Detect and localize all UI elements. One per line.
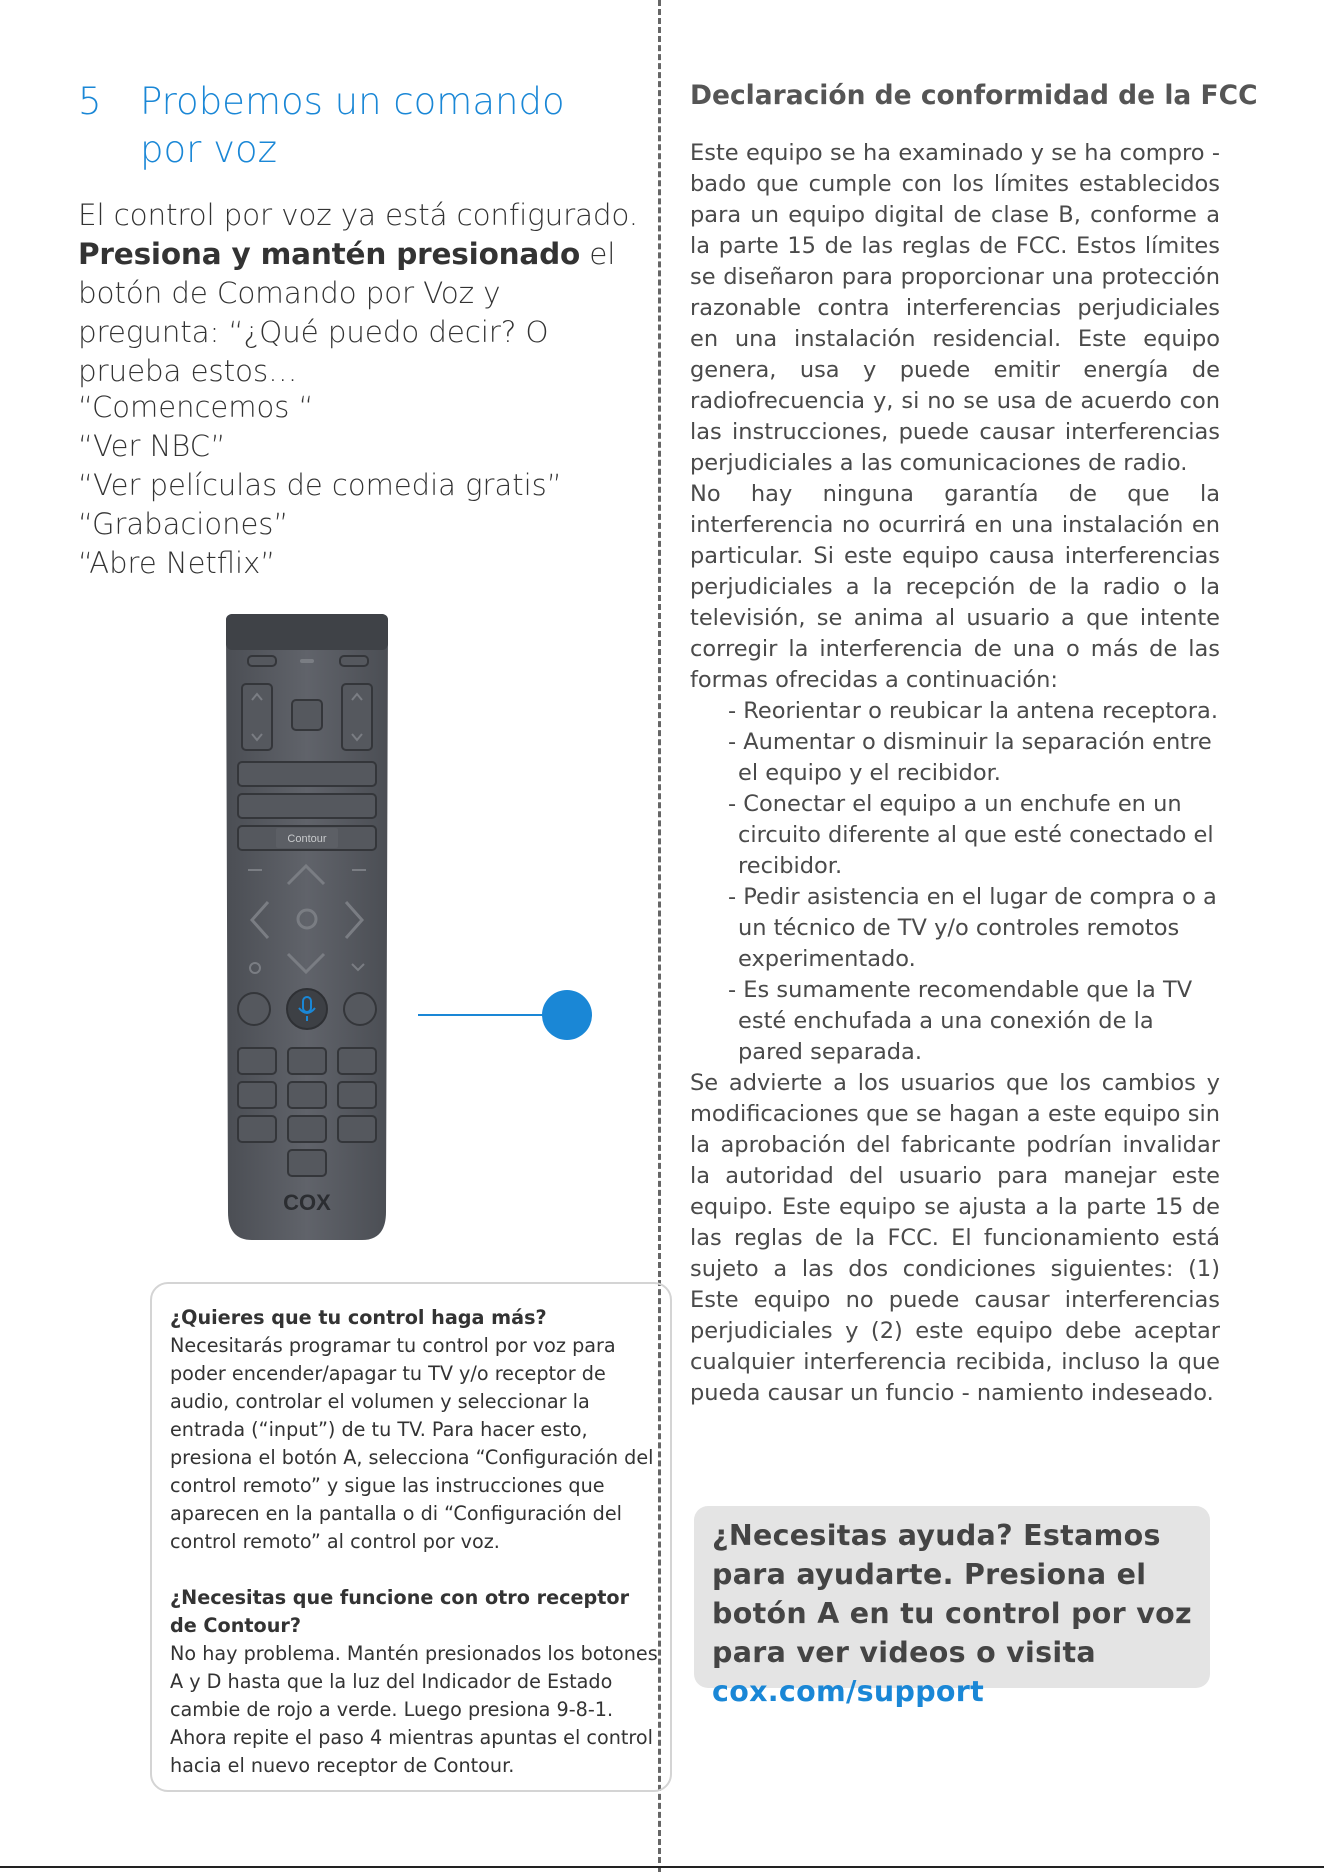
step-number: 5 xyxy=(78,80,102,123)
fcc-measure-item: - Conectar el equipo a un enchufe en un circuito diferente al que esté conectado el recibidor. xyxy=(728,791,1214,879)
intro-text-2: el botón de Comando por Voz y pregunta: “¿Qué puedo decir? O prueba estos… xyxy=(78,237,616,388)
intro-bold-text: Presiona y mantén presionado xyxy=(78,237,581,271)
step-title: Probemos un comando por voz xyxy=(140,80,565,171)
phrase-item: “Grabaciones” xyxy=(78,507,289,541)
fcc-measure-item: - Es sumamente recomendable que la TV esté enchufada a una conexión de la pared separada. xyxy=(728,977,1193,1065)
power-button-a[interactable] xyxy=(248,656,276,666)
left-round-button[interactable] xyxy=(238,993,270,1025)
cox-logo: COX xyxy=(283,1190,331,1215)
fcc-measures-list xyxy=(690,696,1220,1068)
help-box xyxy=(694,1506,1210,1708)
tips-heading-2: ¿Necesitas que funcione con otro receptor de Contour? xyxy=(170,1586,630,1637)
row-buttons-1[interactable] xyxy=(238,762,376,786)
intro-paragraph xyxy=(78,196,638,391)
remote-svg xyxy=(222,612,392,1244)
help-text xyxy=(712,1516,1202,1711)
fcc-body xyxy=(690,138,1220,1409)
page-bottom-rule xyxy=(0,1866,1324,1868)
right-round-button[interactable] xyxy=(344,993,376,1025)
remote-top-cap xyxy=(226,614,388,650)
fcc-paragraph-2: No hay ninguna garantía de que la interferencia no ocurrirá en una instalación en particular. Si este equipo causa interferencias perjudiciales a la recepción de la radio o la televisión, se anima al usuario a que intente corregir la interferencia de una o más de las formas ofrecidas a continuación: xyxy=(690,481,1220,693)
support-link[interactable]: cox.com/support xyxy=(712,1675,985,1708)
phrase-item: “Comencemos “ xyxy=(78,390,314,424)
callout-marker xyxy=(542,990,592,1040)
phrase-item: “Ver películas de comedia gratis” xyxy=(78,468,562,502)
fcc-measure-item: - Aumentar o disminuir la separación entre el equipo y el recibidor. xyxy=(728,729,1212,786)
tips-body-2: No hay problema. Mantén presionados los botones A y D hasta que la luz del Indicador de Estado cambie de rojo a verde. Luego presiona 9-8-1. Ahora repite el paso 4 mientras apuntas el control hacia el nuevo receptor de Contour. xyxy=(170,1642,658,1777)
fcc-measure-item: - Pedir asistencia en el lugar de compra o a un técnico de TV y/o controles remotos experimentado. xyxy=(728,884,1217,972)
callout-line xyxy=(418,1014,544,1016)
phrase-item: “Abre Netflix” xyxy=(78,546,276,580)
fcc-heading: Declaración de conformidad de la FCC xyxy=(690,80,1258,111)
remote-illustration xyxy=(222,612,392,1248)
contour-button-label: Contour xyxy=(287,833,327,845)
power-button-b[interactable] xyxy=(340,656,368,666)
help-message: ¿Necesitas ayuda? Estamos para ayudarte. Presiona el botón A en tu control por voz para ver videos o visita xyxy=(712,1519,1192,1669)
intro-text-1: El control por voz ya está configurado. xyxy=(78,198,638,232)
fcc-measure-item: - Reorientar o reubicar la antena receptora. xyxy=(728,698,1218,724)
row-buttons-2[interactable] xyxy=(238,794,376,818)
tips-box xyxy=(150,1282,672,1792)
mute-button[interactable] xyxy=(292,700,322,730)
voice-command-button[interactable] xyxy=(287,989,327,1029)
fcc-paragraph-1: Este equipo se ha examinado y se ha compro - bado que cumple con los límites establecidos para un equipo digital de clase B, conforme a la parte 15 de las reglas de FCC. Estos límites se diseñaron para proporcionar una protección razonable contra interferencias perjudiciales en una instalación residencial. Este equipo genera, usa y puede emitir energía de radiofrecuencia y, si no se usa de acuerdo con las instrucciones, puede causar interferencias perjudiciales a las comunicaciones de radio. xyxy=(690,140,1220,476)
tips-heading-1: ¿Quieres que tu control haga más? xyxy=(170,1306,547,1329)
status-led xyxy=(300,659,314,663)
fcc-paragraph-3: Se advierte a los usuarios que los cambios y modificaciones que se hagan a este equipo sin la aprobación del fabricante podrían invalidar la autoridad del usuario para manejar este equipo. Este equipo se ajusta a la parte 15 de las reglas de la FCC. El funcionamiento está sujeto a las dos condiciones siguientes: (1) Este equipo no puede causar interferencias perjudiciales y (2) este equipo debe aceptar cualquier interferencia recibida, incluso la que pueda causar un funcio - namiento indeseado. xyxy=(690,1070,1220,1406)
tips-body-1: Necesitarás programar tu control por voz para poder encender/apagar tu TV y/o receptor de audio, controlar el volumen y seleccionar la entrada (“input”) de tu TV. Para hacer esto, presiona el botón A, selecciona “Configuración del control remoto” y sigue las instrucciones que aparecen en la pantalla o di “Configuración del control remoto” al control por voz. xyxy=(170,1334,654,1553)
phrase-item: “Ver NBC” xyxy=(78,429,226,463)
voice-phrases-list xyxy=(78,388,638,583)
